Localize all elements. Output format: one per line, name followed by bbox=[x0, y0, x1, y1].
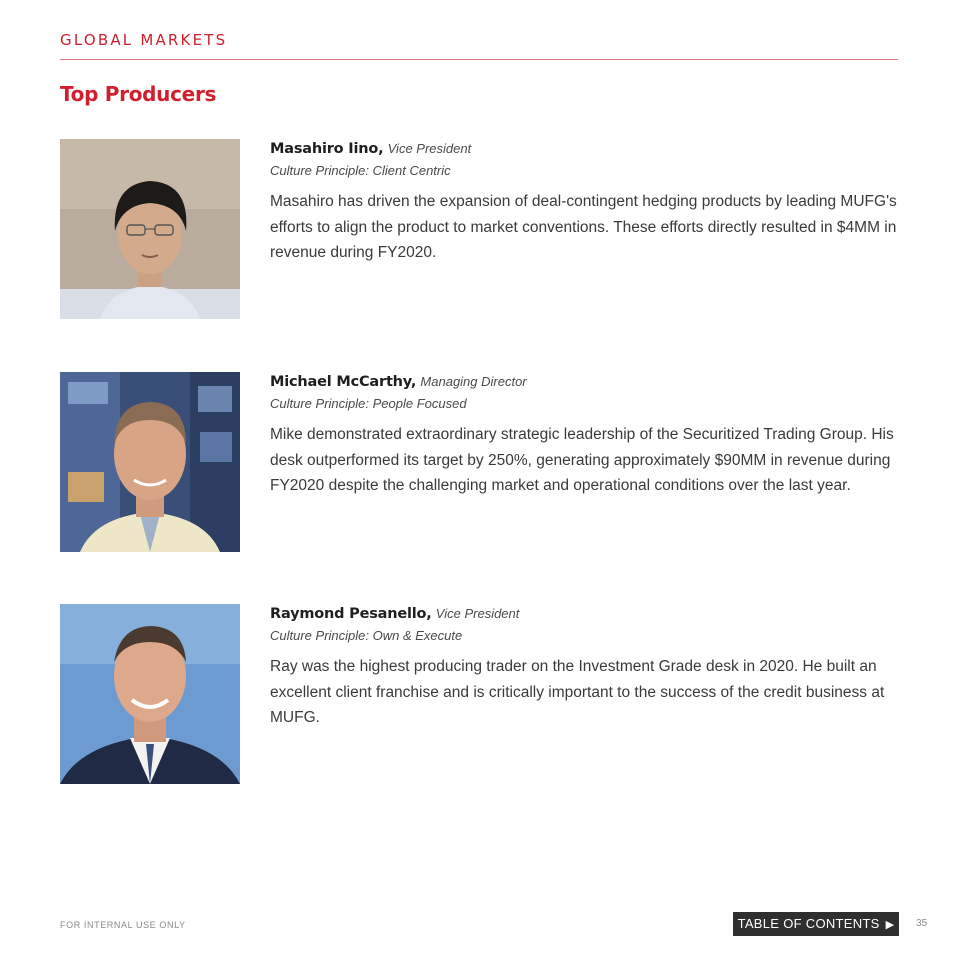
producer-title: Vice President bbox=[435, 606, 520, 621]
producer-title: Vice President bbox=[387, 141, 472, 156]
portrait-photo bbox=[60, 604, 240, 784]
play-triangle-icon: ▶ bbox=[885, 919, 895, 931]
header-divider bbox=[60, 59, 898, 60]
toc-label: TABLE OF CONTENTS bbox=[737, 916, 880, 931]
producer-description: Mike demonstrated extraordinary strategic leadership of the Securitized Trading Group. His desk outperformed its target by 250%, generating approximately $90MM in revenue during FY2020 despite the challenging market and operational conditions over the last year. bbox=[270, 426, 894, 494]
portrait-photo bbox=[60, 139, 240, 319]
culture-principle: Culture Principle: People Focused bbox=[270, 396, 467, 411]
producer-entry bbox=[60, 604, 900, 789]
internal-use-note: FOR INTERNAL USE ONLY bbox=[60, 920, 186, 930]
producer-description: Ray was the highest producing trader on the Investment Grade desk in 2020. He built an excellent client franchise and is critically important to the success of the credit business at MUFG. bbox=[270, 658, 885, 726]
producer-name: Raymond Pesanello, bbox=[270, 606, 432, 622]
producer-name: Michael McCarthy, bbox=[270, 374, 417, 390]
portrait-photo bbox=[60, 372, 240, 552]
culture-principle: Culture Principle: Client Centric bbox=[270, 163, 451, 178]
producer-entry bbox=[60, 372, 900, 557]
producer-entry bbox=[60, 139, 900, 324]
section-label: GLOBAL MARKETS bbox=[60, 31, 228, 49]
producer-name: Masahiro Iino, bbox=[270, 141, 384, 157]
culture-principle: Culture Principle: Own & Execute bbox=[270, 628, 463, 643]
table-of-contents-button[interactable] bbox=[733, 912, 899, 936]
page-number: 35 bbox=[916, 918, 928, 929]
producer-title: Managing Director bbox=[420, 374, 527, 389]
producer-description: Masahiro has driven the expansion of deal-contingent hedging products by leading MUFG's efforts to align the product to market conventions. These efforts directly resulted in $4MM in revenue during FY2020. bbox=[270, 193, 897, 261]
page-title: Top Producers bbox=[60, 82, 217, 106]
